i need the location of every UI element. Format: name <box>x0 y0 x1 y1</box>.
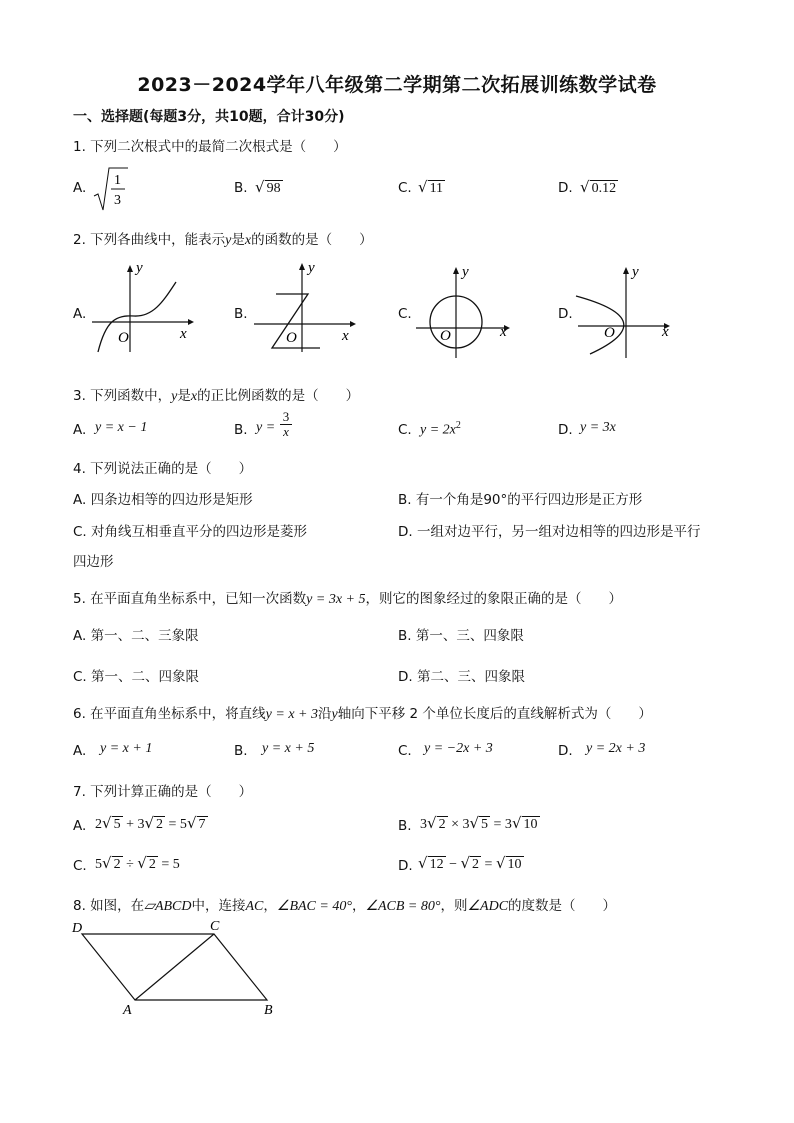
q2-a-origin: O <box>118 330 129 346</box>
q2-c-x-label: x <box>500 324 507 340</box>
q1-option-a-label: A. <box>73 180 87 196</box>
q3-option-b-expr-lhs: y = <box>256 420 276 435</box>
q2-b-origin: O <box>286 330 297 346</box>
q7-option-b-expr: 3√ 2 × 3√ 5 = 3√ 10 <box>420 814 538 832</box>
q2-graph-d <box>574 262 686 362</box>
q1-option-d-expr: √ 0.12 <box>580 178 617 196</box>
q6-option-a-expr: y = x + 1 <box>100 741 153 756</box>
q3-option-d-label: D. <box>558 422 573 438</box>
q4-option-d: D. 一组对边平行，另一组对边相等的四边形是平行 <box>398 524 701 540</box>
q2-option-b-label: B. <box>234 306 248 322</box>
q3-option-b-label: B. <box>234 422 248 438</box>
q6-stem: 6. 在平面直角坐标系中，将直线y = x + 3沿y轴向下平移 2 个单位长度后的直线解析式为（ ） <box>73 706 652 722</box>
q1-b-radicand: 98 <box>266 181 281 196</box>
q3-option-a-label: A. <box>73 422 87 438</box>
q3-option-a-expr: y = x − 1 <box>95 420 148 435</box>
q2-c-origin: O <box>440 328 451 344</box>
q1-option-c-expr: √ 11 <box>418 178 444 196</box>
q1-option-b-label: B. <box>234 180 248 196</box>
q6-option-d-label: D. <box>558 743 573 759</box>
q6-option-b-label: B. <box>234 743 248 759</box>
q2-graph-b <box>250 258 362 358</box>
q2-b-x-label: x <box>342 328 349 344</box>
q2-d-x-label: x <box>662 324 669 340</box>
q4-option-d-continued: 四边形 <box>73 554 114 570</box>
q5-option-a: A. 第一、二、三象限 <box>73 628 199 644</box>
q7-stem: 7. 下列计算正确的是（ ） <box>73 784 253 800</box>
q8-label-b: B <box>264 1003 273 1018</box>
q4-stem: 4. 下列说法正确的是（ ） <box>73 461 253 477</box>
q6-option-d-expr: y = 2x + 3 <box>586 741 646 756</box>
q6-option-c-expr: y = −2x + 3 <box>424 741 493 756</box>
q7-option-a-label: A. <box>73 818 87 834</box>
q8-label-a: A <box>123 1003 132 1018</box>
page-title: 2023－2024学年八年级第二学期第二次拓展训练数学试卷 <box>137 74 657 96</box>
q1-a-denominator: 3 <box>114 193 121 208</box>
q2-stem: 2. 下列各曲线中，能表示y是x的函数的是（ ） <box>73 232 373 248</box>
q2-option-a-label: A. <box>73 306 87 322</box>
q7-option-a-expr: 2√ 5 + 3√ 2 = 5√ 7 <box>95 814 206 832</box>
q5-stem: 5. 在平面直角坐标系中，已知一次函数y = 3x + 5，则它的图象经过的象限正确的是（ ） <box>73 591 622 607</box>
q4-option-a: A. 四条边相等的四边形是矩形 <box>73 492 253 508</box>
q7-option-c-expr: 5√ 2 ÷ √ 2 = 5 <box>95 854 180 872</box>
q8-label-c: C <box>210 919 220 934</box>
q3-b-fraction <box>280 410 292 439</box>
q3-option-c-expr: $y = 2x^2$ <box>420 420 461 438</box>
q2-graph-a <box>88 260 200 360</box>
q2-graph-c <box>412 262 524 362</box>
q7-option-c-label: C. <box>73 858 87 874</box>
q3-b-denominator: x <box>283 424 289 439</box>
q6-option-a-label: A. <box>73 743 87 759</box>
q1-a-radical <box>92 166 128 214</box>
q7-option-b-label: B. <box>398 818 412 834</box>
q8-parallelogram-figure <box>66 916 286 1020</box>
q4-option-b: B. 有一个角是90°的平行四边形是正方形 <box>398 492 643 508</box>
q5-option-b: B. 第一、三、四象限 <box>398 628 524 644</box>
q2-option-d-label: D. <box>558 306 573 322</box>
q2-c-y-label: y <box>462 264 469 280</box>
q1-option-a-expr <box>92 166 128 218</box>
q1-option-c-label: C. <box>398 180 412 196</box>
q2-a-y-label: y <box>136 260 143 276</box>
q2-a-x-label: x <box>180 326 187 342</box>
q2-d-origin: O <box>604 325 615 341</box>
q3-option-c-label: C. <box>398 422 412 438</box>
q7-option-d-label: D. <box>398 858 413 874</box>
q1-stem: 1. 下列二次根式中的最简二次根式是（ ） <box>73 139 347 155</box>
q2-option-c-label: C. <box>398 306 412 322</box>
q3-option-d-expr: y = 3x <box>580 420 616 435</box>
q1-c-radicand: 11 <box>429 181 444 196</box>
q7-option-d-expr: √ 12 − √ 2 = √ 10 <box>418 854 522 872</box>
q1-a-numerator: 1 <box>114 173 121 188</box>
q2-d-y-label: y <box>632 264 639 280</box>
q6-option-b-expr: y = x + 5 <box>262 741 315 756</box>
q5-option-c: C. 第一、二、四象限 <box>73 669 200 685</box>
q3-b-numerator: 3 <box>282 409 290 424</box>
q1-option-b-expr: √ 98 <box>255 178 281 196</box>
q6-option-c-label: C. <box>398 743 412 759</box>
q1-d-radicand: 0.12 <box>591 181 617 196</box>
q1-option-d-label: D. <box>558 180 573 196</box>
q4-option-c: C. 对角线互相垂直平分的四边形是菱形 <box>73 524 308 540</box>
q2-b-y-label: y <box>308 260 315 276</box>
q8-stem: 8. 如图，在▱ABCD中，连接AC，∠BAC = 40°，∠ACB = 80°，则∠ADC的度数是（ ） <box>73 898 617 914</box>
section-heading: 一、选择题(每题3分，共10题，合计30分) <box>73 109 345 125</box>
q8-diagonal-ac <box>135 934 214 1000</box>
q3-stem: 3. 下列函数中，y是x的正比例函数的是（ ） <box>73 388 360 404</box>
q8-label-d: D <box>72 921 83 936</box>
q5-option-d: D. 第二、三、四象限 <box>398 669 525 685</box>
